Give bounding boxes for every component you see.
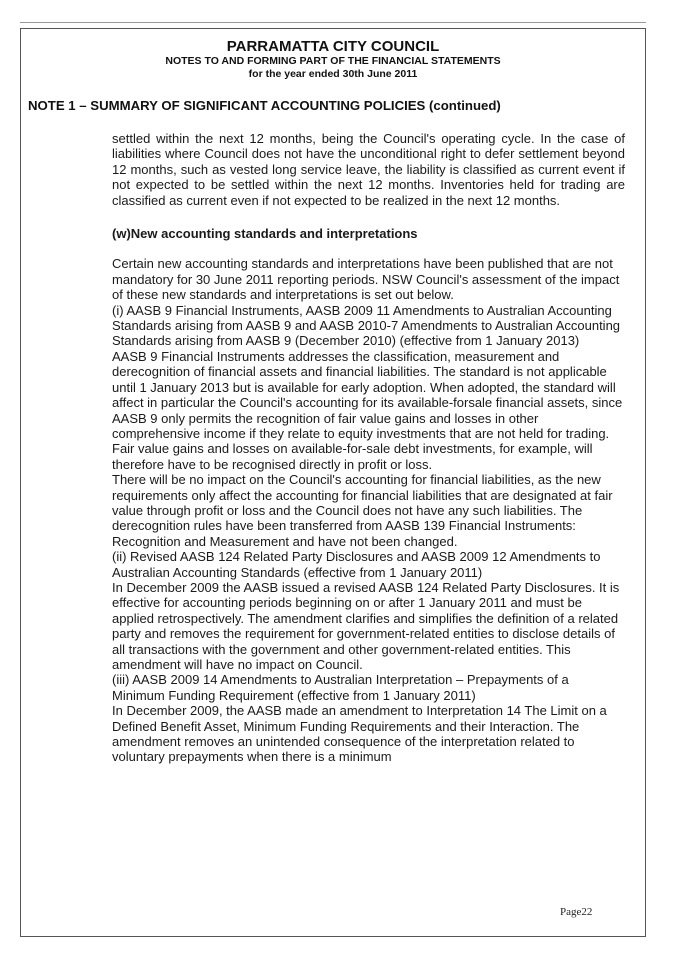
- paragraph: In December 2009, the AASB made an amendment to Interpretation 14 The Limit on a Defined Benefit Asset, Minimum Funding Requirements and their Interaction. The amendment removes an unintended consequence of the interpretation related to voluntary prepayments when there is a minimum: [112, 703, 607, 765]
- organization-name: PARRAMATTA CITY COUNCIL: [226, 38, 440, 55]
- document-body: [112, 131, 625, 765]
- paragraph: (i) AASB 9 Financial Instruments, AASB 2009 11 Amendments to Australian Accounting Standards arising from AASB 9 and AASB 2010-7 Amendments to Australian Accounting Standards arising from AASB 9 (December 2010) (effective from 1 January 2013): [112, 302, 621, 349]
- paragraph: In December 2009 the AASB issued a revised AASB 124 Related Party Disclosures. It is effective for accounting periods beginning on or after 1 January 2011 and must be applied retrospectively. The amendment clarifies and simplifies the definition of a related party and removes the requirement for government-related entities to disclose details of all transactions with the government and other government-related entities. This amendment will have no impact on Council.: [112, 579, 620, 672]
- paragraph: (iii) AASB 2009 14 Amendments to Australian Interpretation – Prepayments of a Minimum Funding Requirement (effective from 1 January 2011): [112, 672, 569, 703]
- reporting-period: for the year ended 30th June 2011: [248, 68, 418, 80]
- intro-paragraph: settled within the next 12 months, being the Council's operating cycle. In the case of liabilities where Council does not have the unconditional right to defer settlement beyond 12 months, such as vested long service leave, the liability is classified as current event if not expected to be settled within the next 12 months. Inventories held for trading are classified as current even if not expected to be realized in the next 12 months.: [112, 131, 625, 208]
- top-rule: [20, 22, 646, 23]
- note-title: NOTE 1 – SUMMARY OF SIGNIFICANT ACCOUNTING POLICIES (continued): [28, 98, 501, 113]
- paragraph: There will be no impact on the Council's accounting for financial liabilities, as the new requirements only affect the accounting for financial liabilities that are designated at fair value through profit or loss and the Council does not have any such liabilities. The derecognition rules have been transferred from AASB 139 Financial Instruments: Recognition and Measurement and have not been changed.: [112, 472, 613, 549]
- paragraph: AASB 9 Financial Instruments addresses the classification, measurement and derecognition of financial assets and financial liabilities. The standard is not applicable until 1 January 2013 but is available for early adoption. When adopted, the standard will affect in particular the Council's accounting for its available-forsale financial assets, since AASB 9 only permits the recognition of fair value gains and losses in other comprehensive income if they relate to equity investments that are not held for trading. Fair value gains and losses on available-for-sale debt investments, for example, will therefore have to be recognised directly in profit or loss.: [112, 348, 623, 472]
- document-header: [20, 38, 646, 81]
- section-heading: (w)New accounting standards and interpretations: [112, 226, 418, 242]
- page-number: Page22: [560, 906, 593, 918]
- paragraph: (ii) Revised AASB 124 Related Party Disclosures and AASB 2009 12 Amendments to Australian Accounting Standards (effective from 1 January 2011): [112, 549, 601, 580]
- paragraph: Certain new accounting standards and interpretations have been published that are not mandatory for 30 June 2011 reporting periods. NSW Council's assessment of the impact of these new standards and interpretations is set out below.: [112, 256, 620, 303]
- statement-subtitle: NOTES TO AND FORMING PART OF THE FINANCIAL STATEMENTS: [165, 55, 501, 67]
